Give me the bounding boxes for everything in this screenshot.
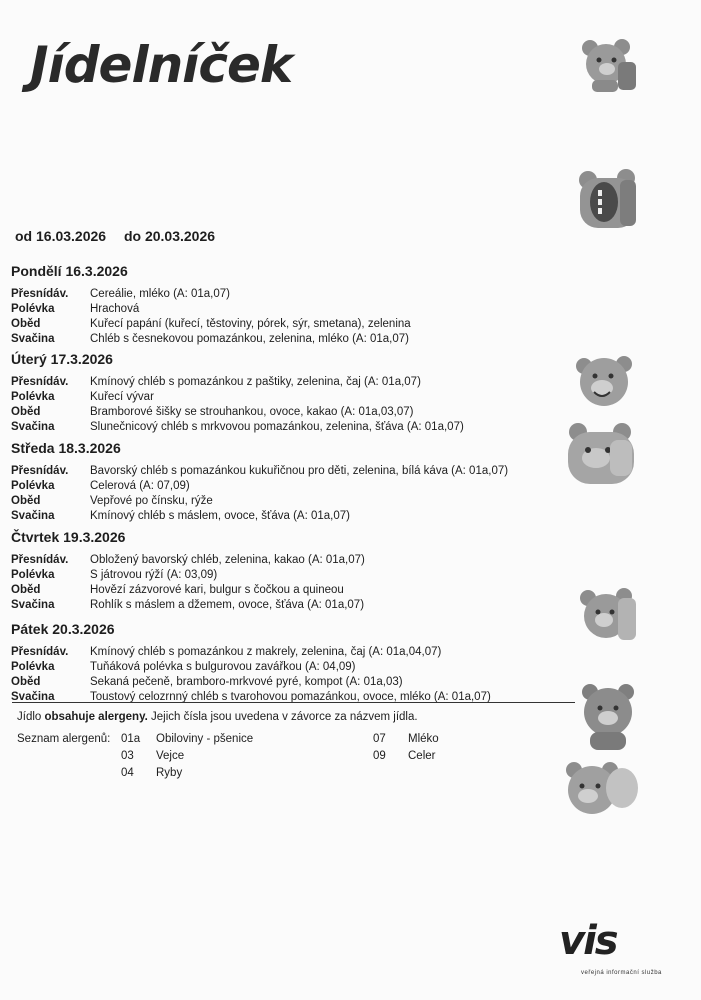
meal-text: Celerová (A: 07,09) [90, 480, 190, 492]
teddy-bear-icon [562, 420, 640, 490]
allergen-name: Vejce [156, 750, 185, 762]
day-title: Úterý 17.3.2026 [11, 351, 113, 367]
meal-text: S játrovou rýží (A: 03,09) [90, 569, 218, 581]
date-to: do 20.03.2026 [123, 228, 216, 244]
logo-subtitle: veřejná informační služba [581, 970, 662, 976]
meal-text: Hrachová [90, 303, 140, 315]
meal-label: Přesnídáv. [11, 376, 69, 388]
vis-logo [555, 918, 660, 984]
meal-row [11, 660, 571, 675]
meal-label: Oběd [11, 495, 41, 507]
allergen-item [121, 765, 253, 782]
meal-row [11, 390, 571, 405]
teddy-bear-icon [576, 680, 644, 752]
meal-row [11, 553, 571, 568]
meal-label: Polévka [11, 391, 55, 403]
meal-label: Přesnídáv. [11, 554, 69, 566]
allergen-code: 09 [373, 750, 386, 762]
meal-label: Polévka [11, 569, 55, 581]
meal-text: Rohlík s máslem a džemem, ovoce, šťáva (A: 01a,07) [90, 599, 365, 611]
meal-row [11, 332, 571, 347]
meal-label: Oběd [11, 406, 41, 418]
meal-label: Polévka [11, 661, 55, 673]
allergen-code: 01a [121, 733, 141, 745]
allergen-label: Seznam alergenů: [17, 733, 111, 745]
meal-text: Toustový celozrnný chléb s tvarohovou pomazánkou, ovoce, mléko (A: 01a,07) [90, 691, 491, 703]
meal-label: Svačina [11, 691, 55, 703]
teddy-bear-icon [574, 168, 644, 234]
meal-label: Polévka [11, 303, 55, 315]
allergen-item [373, 748, 439, 765]
teddy-bear-icon [578, 38, 642, 94]
day-title: Pondělí 16.3.2026 [11, 263, 128, 279]
meal-row [11, 405, 571, 420]
meal-text: Chléb s česnekovou pomazánkou, zelenina, mléko (A: 01a,07) [90, 333, 409, 345]
meal-label: Polévka [11, 480, 55, 492]
logo-wordmark: vis [559, 918, 617, 964]
meal-label: Svačina [11, 421, 55, 433]
meal-text: Vepřové po čínsku, rýže [90, 495, 213, 507]
meal-text: Tuňáková polévka s bulgurovou zavářkou (A: 04,09) [90, 661, 356, 673]
teddy-bear-icon [570, 354, 642, 412]
meal-text: Kuřecí papání (kuřecí, těstoviny, pórek, sýr, smetana), zelenina [90, 318, 411, 330]
teddy-bear-icon [560, 760, 640, 820]
meal-text: Cereálie, mléko (A: 01a,07) [90, 288, 230, 300]
meal-row [11, 645, 571, 660]
meal-text: Kmínový chléb s máslem, ovoce, šťáva (A: 01a,07) [90, 510, 350, 522]
allergen-code: 03 [121, 750, 134, 762]
day-title: Čtvrtek 19.3.2026 [11, 529, 126, 545]
allergen-list-right [373, 731, 439, 765]
meal-row [11, 598, 571, 613]
meal-label: Svačina [11, 333, 55, 345]
meal-label: Oběd [11, 318, 41, 330]
meal-text: Obložený bavorský chléb, zelenina, kakao (A: 01a,07) [90, 554, 365, 566]
allergen-item [121, 731, 253, 748]
meal-row [11, 420, 571, 435]
note-bold: obsahuje alergeny. [44, 711, 148, 723]
allergen-list-label [17, 731, 110, 748]
meal-row [11, 287, 571, 302]
meal-text: Kmínový chléb s pomazánkou z paštiky, zelenina, čaj (A: 01a,07) [90, 376, 421, 388]
meal-row [11, 675, 571, 690]
meal-row [11, 464, 571, 479]
day-friday [11, 621, 571, 705]
note-text: Jídlo [17, 711, 45, 723]
meal-text: Bavorský chléb s pomazánkou kukuřičnou pro děti, zelenina, bílá káva (A: 01a,07) [90, 465, 509, 477]
meal-label: Svačina [11, 510, 55, 522]
meal-label: Přesnídáv. [11, 646, 69, 658]
day-title: Pátek 20.3.2026 [11, 621, 115, 637]
day-title: Středa 18.3.2026 [11, 440, 121, 456]
meal-row [11, 583, 571, 598]
meal-text: Sekaná pečeně, bramboro-mrkvové pyré, kompot (A: 01a,03) [90, 676, 403, 688]
meal-label: Přesnídáv. [11, 288, 69, 300]
divider [12, 702, 575, 703]
meal-text: Bramborové šišky se strouhankou, ovoce, kakao (A: 01a,03,07) [90, 406, 414, 418]
meal-label: Oběd [11, 584, 41, 596]
meal-row [11, 479, 571, 494]
meal-label: Oběd [11, 676, 41, 688]
meal-text: Hovězí zázvorové kari, bulgur s čočkou a quineou [90, 584, 344, 596]
meal-row [11, 509, 571, 524]
allergen-name: Celer [408, 750, 436, 762]
day-thursday [11, 529, 571, 613]
meal-row [11, 494, 571, 509]
meal-text: Kmínový chléb s pomazánkou z makrely, zelenina, čaj (A: 01a,04,07) [90, 646, 442, 658]
meal-row [11, 302, 571, 317]
meal-row [11, 317, 571, 332]
allergen-code: 07 [373, 733, 386, 745]
meal-row [11, 568, 571, 583]
note-text: Jejich čísla jsou uvedena v závorce za názvem jídla. [147, 711, 418, 723]
allergen-name: Obiloviny - pšenice [156, 733, 254, 745]
meal-text: Slunečnicový chléb s mrkvovou pomazánkou, zelenina, šťáva (A: 01a,07) [90, 421, 464, 433]
allergen-name: Ryby [156, 767, 183, 779]
day-monday [11, 263, 571, 347]
allergen-note [17, 711, 418, 723]
allergen-list-left [121, 731, 253, 782]
allergen-item [373, 731, 439, 748]
teddy-bear-icon [576, 586, 642, 644]
meal-label: Svačina [11, 599, 55, 611]
date-range [15, 228, 229, 244]
meal-label: Přesnídáv. [11, 465, 69, 477]
day-tuesday [11, 351, 571, 435]
meal-text: Kuřecí vývar [90, 391, 154, 403]
page-title: Jídelníček [30, 36, 293, 94]
allergen-name: Mléko [408, 733, 439, 745]
allergen-item [121, 748, 253, 765]
allergen-code: 04 [121, 767, 134, 779]
date-from: od 16.03.2026 [15, 228, 107, 244]
meal-row [11, 375, 571, 390]
day-wednesday [11, 440, 571, 524]
